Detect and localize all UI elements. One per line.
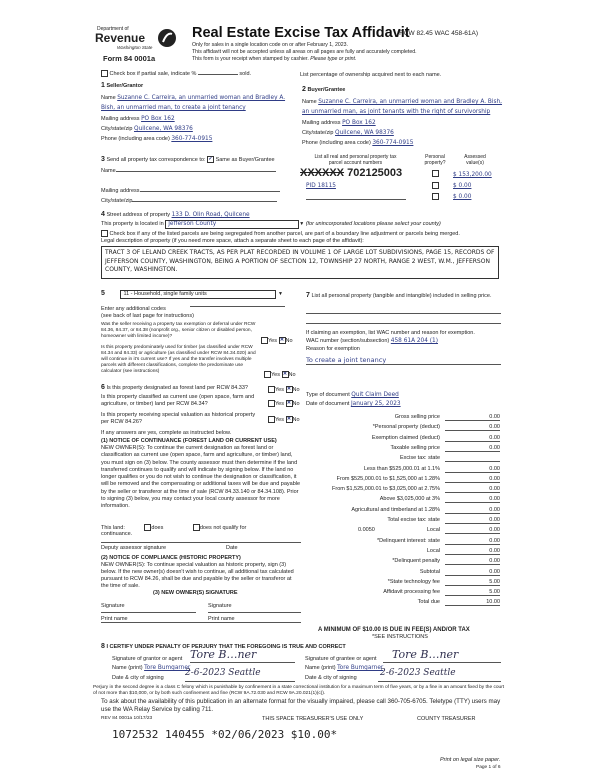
grantor-sig-line xyxy=(190,662,295,663)
tax-local-rate: 0.0050 xyxy=(358,527,375,534)
tax-row-label: *Delinquent penalty xyxy=(392,558,440,565)
grantor-signature[interactable]: Tore B…ner xyxy=(190,648,257,661)
q6-1-no-checkbox[interactable]: ✕ xyxy=(286,386,292,392)
tax-row-value[interactable]: 0.00 xyxy=(489,527,500,534)
wac-value[interactable]: 458 61A 204 (1) xyxy=(390,338,438,344)
partial-sale-checkbox[interactable] xyxy=(101,70,108,77)
tax-row-value[interactable]: 0.00 xyxy=(489,537,500,544)
form-citation: (RCW 82.45 WAC 458-61A) xyxy=(397,30,479,37)
q5-2-answers: Yes ✕No xyxy=(264,371,296,379)
legal-paper-note: Print on legal size paper. xyxy=(440,757,501,763)
corr-name-row: Name xyxy=(101,168,291,175)
assessed-value-header: Assessed value(s) xyxy=(464,154,486,167)
header-note-2: This affidavit will not be accepted unless all areas on all pages are fully and accurately completed. xyxy=(192,49,417,55)
deputy-sig-line xyxy=(101,542,301,543)
tax-row-value[interactable]: 0.00 xyxy=(489,475,500,482)
tax-row-label: Total due xyxy=(417,599,440,606)
seller-address-row: Mailing address PO Box 162 xyxy=(101,116,175,122)
tax-row-value[interactable]: 0.00 xyxy=(489,506,500,513)
does-not-checkbox[interactable] xyxy=(193,524,200,531)
grantor-name-row: Name (print) Tore Bumgarner xyxy=(112,665,191,671)
q6-1-yes-checkbox[interactable] xyxy=(268,386,275,393)
grantee-sig-line xyxy=(383,662,501,663)
buyer-name-value-2[interactable]: an unmarried man, as joint tenants with the right of survivorship xyxy=(302,109,491,115)
header-note-1: Only for sales in a single location code on or after February 1, 2023. xyxy=(192,42,348,48)
tax-row-label: *Delinquent interest: state xyxy=(377,537,440,544)
new-owner-sig-title: (3) NEW OWNER(S) SIGNATURE xyxy=(153,590,238,596)
parcel-header: List all real and personal property tax parcel account numbers xyxy=(314,154,397,167)
tax-row-value[interactable]: 0.00 xyxy=(489,517,500,523)
assessed-value-2[interactable]: $ 0.00 xyxy=(453,183,472,189)
street-row: 4 Street address of property 133 D. Olin Road, Quilcene xyxy=(101,211,250,218)
county-treasurer: COUNTY TREASURER xyxy=(417,716,476,722)
tax-row-value[interactable]: 0.00 xyxy=(489,424,500,431)
tax-row-value[interactable]: 0.00 xyxy=(489,547,500,554)
state-label: Washington State xyxy=(117,45,153,50)
revenue-logo-icon xyxy=(157,28,177,48)
grantee-name[interactable]: Tore Bumgarner xyxy=(337,665,384,671)
certify-row: 8 I CERTIFY UNDER PENALTY OF PERJURY THAT THE FOREGOING IS TRUE AND CORRECT xyxy=(101,643,346,650)
grantee-signature[interactable]: Tore B…ner xyxy=(392,648,459,661)
q5-1-no-checkbox[interactable]: ✕ xyxy=(279,337,285,343)
dept-small: Department of xyxy=(97,26,129,32)
grantor-name[interactable]: Tore Bumgarner xyxy=(144,665,191,671)
q6-1: 6 Is this property designated as forest land per RCW 84.33? xyxy=(101,384,248,391)
this-land-row: This land: does does not qualify for xyxy=(101,524,247,531)
doc-type-row: Type of document Quit Claim Deed xyxy=(306,392,399,398)
buyer-phone-value[interactable]: 360-774-0915 xyxy=(372,140,414,146)
grantor-date-label: Date & city of signing xyxy=(112,675,164,681)
form-number: Form 84 0001a xyxy=(103,54,156,63)
sold-label: sold. xyxy=(239,70,252,77)
q6-3-answers: Yes ✕No xyxy=(268,416,300,424)
tax-row-label: Local xyxy=(426,547,440,554)
buyer-city-row: City/state/zip Quilcene, WA 98376 xyxy=(302,130,394,136)
continuance-label: continuance. xyxy=(101,531,133,537)
additional-codes-line xyxy=(190,306,285,307)
sig-label-2: Signature xyxy=(208,603,232,609)
legal-description-box[interactable] xyxy=(101,246,499,279)
tax-row-label: Excise tax: state xyxy=(399,455,440,462)
form-title: Real Estate Excise Tax Affidavit xyxy=(192,25,410,41)
street-value[interactable]: 133 D. Olin Road, Quilcene xyxy=(171,212,250,218)
buyer-city-value[interactable]: Quilcene, WA 98376 xyxy=(335,130,394,136)
legal-label: Legal description of property (if you need more space, attach a separate sheet to each page of the affidavit): xyxy=(101,238,364,244)
tax-row-value[interactable]: 5.00 xyxy=(489,578,500,585)
seller-city-row: City/state/zip Quilcene, WA 98376 xyxy=(101,126,193,132)
tax-row-value[interactable]: 0.00 xyxy=(489,414,500,420)
tax-row-label: Subtotal xyxy=(419,568,440,575)
notice2-text: NEW OWNER(S): To continue special valuation as historic property, sign (3) below. If the new owner(s) doesn't wish to continue, all additional tax calculated pursuant to RCW 84.26, shall be due and payable by the seller or transferor at the time of sale. xyxy=(101,562,294,590)
assessed-value-1[interactable]: $ 153,200.00 xyxy=(453,172,492,178)
use-code-select[interactable]: 11 - Household, single family units xyxy=(120,290,276,299)
tax-row-label: Affidavit processing fee xyxy=(383,589,440,596)
q6-2-answers: Yes ✕No xyxy=(268,400,300,408)
grantee-sig-label: Signature of grantee or agent xyxy=(305,656,377,662)
buyer-name-value[interactable]: Suzanne C. Carreira, an unmarried woman and Bradley A. Bish, xyxy=(318,99,503,105)
tax-row-label: Above $3,025,000 at 3% xyxy=(379,496,440,503)
doc-date-value[interactable]: January 25, 2023 xyxy=(350,401,401,407)
seller-heading: 1 Seller/Grantor xyxy=(101,82,144,89)
notice1-text: NEW OWNER(S): To continue the current designation as forest land or classification as current use (open space, farm and agriculture, or timber) land, you must sign on (3) below. The county assessor must then determine if the land transferred continues to qualify and will indicate by signing below. If the land no longer qualifies or you do not wish to continue the designation or classification, it will be removed and the compensating or additional taxes will be due and payable by the seller or transferor at the time of sale (RCW 84.33.140 or 84.34.108). Prior to signing (3) below, you may contact your local county assessor for more information. xyxy=(101,445,301,509)
reason-value[interactable]: To create a joint tenancy xyxy=(306,356,387,364)
parcel-3-line xyxy=(306,199,406,200)
tax-row-value[interactable]: 0.00 xyxy=(489,486,500,493)
q6-2: Is this property classified as current use (open space, farm and agriculture, or timber) land per RCW 84.34? xyxy=(101,394,255,407)
tax-row-value[interactable]: 0.00 xyxy=(489,465,500,472)
q6-2-yes-checkbox[interactable] xyxy=(268,400,275,407)
tax-row-label: Gross selling price xyxy=(394,414,440,420)
tax-row-value[interactable]: 0.00 xyxy=(489,558,500,565)
use-code-row: 5 11 - Household, single family units ▼ xyxy=(101,290,283,297)
print-name-line xyxy=(101,622,301,623)
sig-label-1: Signature xyxy=(101,603,125,609)
seller-name-row xyxy=(101,95,291,102)
personal-property-line-1 xyxy=(306,313,501,314)
tax-row-value[interactable]: 0.00 xyxy=(489,568,500,575)
tax-row-label: Total excise tax: state xyxy=(387,517,440,523)
tax-row-value[interactable]: 5.00 xyxy=(489,589,500,596)
corr-mailing-row: Mailing address xyxy=(101,188,280,195)
tax-row-label: *State technology fee xyxy=(387,578,440,585)
exemption-label: If claiming an exemption, list WAC number and reason for exemption. xyxy=(306,330,475,336)
county-row: This property is located in Jefferson County ▼ (for unincorporated locations please select your county) xyxy=(101,220,441,229)
same-as-buyer-checkbox[interactable]: ✓ xyxy=(208,156,213,163)
list-percentage-note: List percentage of ownership acquired next to each name. xyxy=(300,72,442,78)
segregated-row: Check box if any of the listed parcels are being segregated from another parcel, are part of a boundary line adjustment or parcels being merged. xyxy=(101,230,501,238)
seller-city-value[interactable]: Quilcene, WA 98376 xyxy=(134,126,193,132)
grantor-date-place[interactable]: 2-6-2023 Seattle xyxy=(185,668,261,678)
see-back-label: (see back of last page for instructions) xyxy=(101,313,194,319)
q5-2-yes-checkbox[interactable] xyxy=(264,371,271,378)
tax-row-label: Local xyxy=(426,527,440,534)
reason-label: Reason for exemption xyxy=(306,346,360,352)
tax-row-value[interactable]: 0.00 xyxy=(489,496,500,503)
personal-property-checkbox-3[interactable] xyxy=(432,193,439,200)
grantor-sig-label: Signature of grantor or agent xyxy=(112,656,183,662)
buyer-phone-row: Phone (including area code) 360-774-0915 xyxy=(302,140,414,146)
grantee-date-line xyxy=(378,681,501,682)
partial-sale-label: Check box if partial sale, indicate % xyxy=(109,70,197,77)
seller-name-label: Name xyxy=(101,95,116,101)
minimum-note: A MINIMUM OF $10.00 IS DUE IN FEE(S) AND/OR TAX xyxy=(318,627,470,633)
tax-row-label: Exemption claimed (deduct) xyxy=(371,434,440,441)
q6-3-yes-checkbox[interactable] xyxy=(268,416,275,423)
legal-description-text: TRACT 3 OF LELAND CREEK TRACTS, AS PER PLAT RECORDED IN VOLUME 1 OF LARGE LOT SUBDIVISIONS, PAGE 15, RECORDS OF JEFFERSON COUNTY, WASHINGTON, BEING A PORTION OF SECTION 12, TOWNSHIP 27 NORTH, RANGE 2 WEST, W.M., JEFFERSON COUNTY, WASHINGTON. xyxy=(105,249,495,274)
notice2-title: (2) NOTICE OF COMPLIANCE (HISTORIC PROPERTY) xyxy=(101,555,241,561)
q5-1: Was the seller receiving a property tax exemption or deferral under RCW 84.36, 84.37, or 84.38 (nonprofit org., senior citizen or disabled person, homeowner with limited income)? xyxy=(101,322,256,339)
if-yes-note: If any answers are yes, complete as instructed below. xyxy=(101,430,232,436)
grantee-date-label: Date & city of signing xyxy=(305,675,357,681)
buyer-address-value[interactable]: PO Box 162 xyxy=(342,120,376,126)
tax-row-line xyxy=(445,461,500,462)
county-dropdown-icon[interactable]: ▼ xyxy=(299,221,305,227)
q5-1-answers: Yes ✕No xyxy=(261,337,293,345)
notice1-title: (1) NOTICE OF CONTINUANCE (FOREST LAND OR CURRENT USE) xyxy=(101,438,277,444)
dept-big: Revenue xyxy=(95,31,146,45)
q6-2-no-checkbox[interactable]: ✕ xyxy=(286,400,292,406)
doc-type-value[interactable]: Quit Claim Deed xyxy=(351,392,399,398)
reason-line xyxy=(306,364,501,365)
tax-row-label: Less than $525,000.01 at 1.1% xyxy=(363,465,440,472)
use-code-dropdown-icon[interactable]: ▼ xyxy=(277,291,283,297)
tax-row-label: From $1,525,000.01 to $3,025,000 at 2.75% xyxy=(332,486,440,493)
personal-property-row: 7 List all personal property (tangible and intangible) included in selling price. xyxy=(306,292,492,299)
grantor-date-line xyxy=(185,681,295,682)
print-name-label-1: Print name xyxy=(101,616,128,622)
tax-row-label: Agricultural and timberland at 1.28% xyxy=(351,506,440,513)
segregated-checkbox[interactable] xyxy=(101,230,108,237)
personal-property-checkbox-2[interactable] xyxy=(432,182,439,189)
seller-name-value-2[interactable]: Bish, an unmarried man, to create a joint tenancy xyxy=(101,105,246,111)
buyer-heading: 2 Buyer/Grantee xyxy=(302,86,346,93)
parcel-1[interactable]: XXXXXX 702125003 xyxy=(300,167,403,179)
seller-phone-value[interactable]: 360-774-0915 xyxy=(171,136,213,142)
perjury-notice: Perjury in the second degree is a class C felony which is punishable by confinement in a state correctional institution for a maximum term of five years, or by a fine in an amount fixed by the court of not more than $10,000, or by both such confinement and fine (RCW 9A.72.030 and RCW 9A.20.021(1)(c)). xyxy=(93,685,505,696)
wac-row: WAC number (section/subsection) 458 61A 204 (1) xyxy=(306,338,438,344)
seller-name-value[interactable]: Suzanne C. Carreira, an unmarried woman and Bradley A. xyxy=(117,95,286,101)
header-note-3: This form is your receipt when stamped by cashier. Please type or print. xyxy=(192,56,357,62)
county-select[interactable]: Jefferson County xyxy=(165,220,299,229)
seller-address-value[interactable]: PO Box 162 xyxy=(141,116,175,122)
partial-sale-row xyxy=(101,70,251,78)
q5-2-no-checkbox[interactable]: ✕ xyxy=(282,371,288,377)
parcel-2[interactable]: PID 18115 xyxy=(306,183,336,189)
grantee-date-place[interactable]: 2-6-2023 Seattle xyxy=(380,668,456,678)
personal-property-header: Personal property? xyxy=(424,154,446,167)
personal-property-line-2 xyxy=(306,323,501,324)
tax-row-label: From $525,000.01 to $1,525,000 at 1.28% xyxy=(336,475,440,482)
assessed-value-3[interactable]: $ 0.00 xyxy=(453,194,472,200)
buyer-name-row: Name Suzanne C. Carreira, an unmarried woman and Bradley A. Bish, xyxy=(302,99,503,105)
q6-3-no-checkbox[interactable]: ✕ xyxy=(286,416,292,422)
personal-property-checkbox-1[interactable] xyxy=(432,170,439,177)
tax-row-value[interactable]: 10.00 xyxy=(486,599,500,606)
page-number: Page 1 of 6 xyxy=(476,765,501,770)
q6-1-answers: Yes ✕No xyxy=(268,386,300,394)
buyer-address-row: Mailing address PO Box 162 xyxy=(302,120,376,126)
corr-city-row: City/state/zip xyxy=(101,198,277,205)
print-name-label-2: Print name xyxy=(208,616,235,622)
tax-row-label: *Personal property (deduct) xyxy=(372,424,440,431)
q5-1-yes-checkbox[interactable] xyxy=(261,337,268,344)
q5-2: Is this property predominately used for timber (as classified under RCW 84.34 and 84.33) or agriculture (as classified under RCW 84.34.020) and will continue in it's current use? If yes and the transfer involves multiple parcels with different classifications, complete the predominate use calculator (see instructions) xyxy=(101,345,256,374)
deputy-sig-label: Deputy assessor signature xyxy=(101,545,167,551)
new-owner-sig-line-2 xyxy=(208,612,301,613)
treasurer-only: THIS SPACE TREASURER'S USE ONLY xyxy=(262,716,364,722)
see-instructions: *SEE INSTRUCTIONS xyxy=(372,634,428,640)
alt-format-notice: To ask about the availability of this publication in an alternate format for the visually impaired, please call 360-705-6705. Teletype (TTY) users may use the WA Relay Service by calling 711. xyxy=(101,698,501,713)
doc-date-row: Date of document January 25, 2023 xyxy=(306,401,401,407)
deputy-date-label: Date xyxy=(226,545,238,551)
tax-row-value[interactable]: 0.00 xyxy=(489,434,500,441)
tax-row-label: Taxable selling price xyxy=(390,444,440,451)
correspondence-row: 3 Send all property tax correspondence to: ✓ Same as Buyer/Grantee xyxy=(101,156,275,163)
q6-3: Is this property receiving special valuation as historical property per RCW 84.26? xyxy=(101,412,256,425)
rev-number: REV 84 0001a 10/17/23 xyxy=(101,716,153,721)
new-owner-sig-line-1 xyxy=(101,612,196,613)
tax-row-value[interactable]: 0.00 xyxy=(489,444,500,451)
treasurer-stamp: 1072532 140455 *02/06/2023 $10.00* xyxy=(112,728,338,741)
additional-codes-label: Enter any additional codes xyxy=(101,306,166,312)
grantee-name-row: Name (print) Tore Bumgarner xyxy=(305,665,384,671)
seller-phone-row: Phone (including area code) 360-774-0915 xyxy=(101,136,213,142)
